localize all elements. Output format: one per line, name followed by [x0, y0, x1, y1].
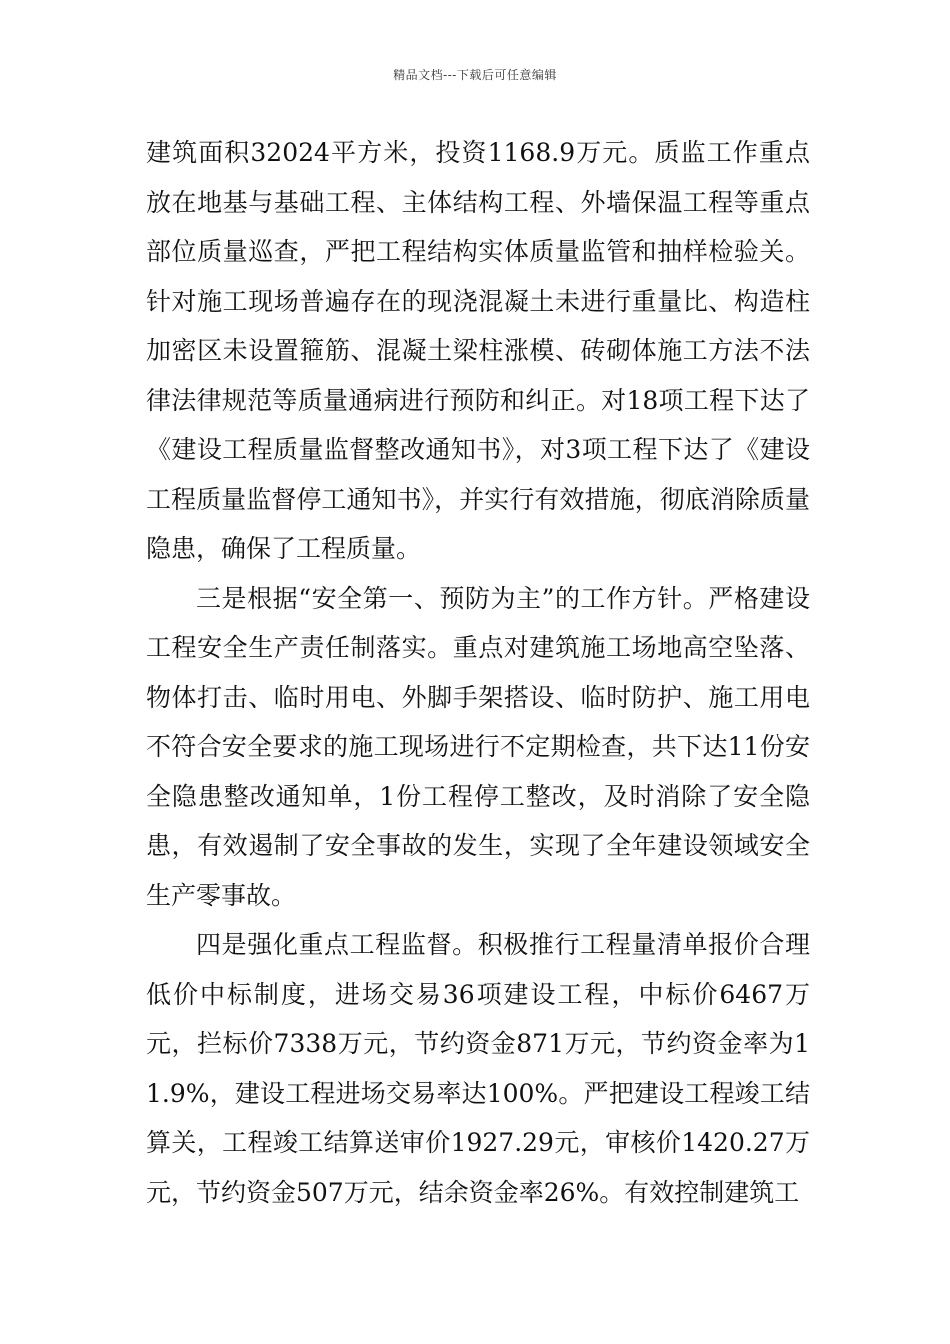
- paragraph-quality-supervision: 建筑面积32024平方米，投资1168.9万元。质监工作重点放在地基与基础工程、主体结构工程、外墙保温工程等重点部位质量巡查，严把工程结构实体质量监管和抽样检验关。针对施工现场普遍存在的现浇混凝土未进行重量比、构造柱加密区未设置箍筋、混凝土梁柱涨模、砖砌体施工方法不法律法律规范等质量通病进行预防和纠正。对18项工程下达了《建设工程质量监督整改通知书》，对3项工程下达了《建设工程质量监督停工通知书》，并实行有效措施，彻底消除质量隐患，确保了工程质量。: [146, 138, 810, 563]
- document-body: [146, 128, 810, 1217]
- paragraph-safety-production: 三是根据“安全第一、预防为主”的工作方针。严格建设工程安全生产责任制落实。重点对建筑施工场地高空坠落、物体打击、临时用电、外脚手架搭设、临时防护、施工用电不符合安全要求的施工现场进行不定期检查，共下达11份安全隐患整改通知单，1份工程停工整改，及时消除了安全隐患，有效遏制了安全事故的发生，实现了全年建设领域安全生产零事故。: [146, 583, 810, 910]
- page-header: 精品文档---下载后可任意编辑: [393, 68, 557, 82]
- paragraph-key-project-supervision: 四是强化重点工程监督。积极推行工程量清单报价合理低价中标制度，进场交易36项建设工程，中标价6467万元，拦标价7338万元，节约资金871万元，节约资金率为11.9%，建设工程进场交易率达100%。严把建设工程竣工结算关，工程竣工结算送审价1927.29元，审核价1420.27万元，节约资金507万元，结余资金率26%。有效控制建筑工: [146, 930, 810, 1207]
